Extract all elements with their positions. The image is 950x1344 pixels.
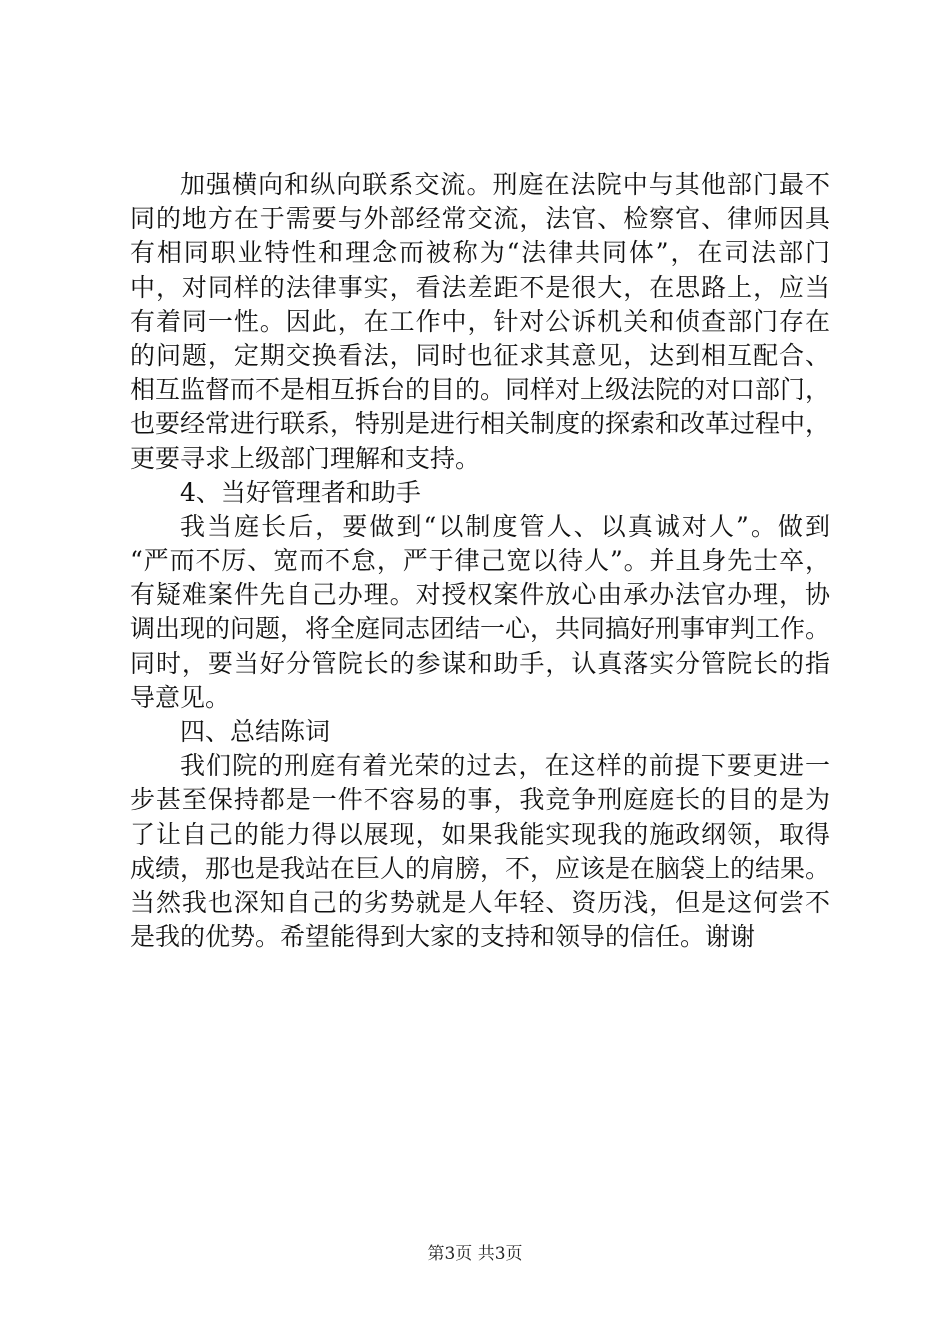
paragraph-line: 步甚至保持都是一件不容易的事，我竞争刑庭庭长的目的是为 xyxy=(130,785,830,815)
page-number-footer: 第3页 共3页 xyxy=(427,1244,523,1264)
paragraph-line: 中，对同样的法律事实，看法差距不是很大，在思路上，应当 xyxy=(130,272,830,302)
paragraph-line: 有相同职业特性和理念而被称为“法律共同体”，在司法部门 xyxy=(130,238,830,268)
paragraph-line: 同的地方在于需要与外部经常交流，法官、检察官、律师因具 xyxy=(130,204,830,234)
paragraph-line: 我们院的刑庭有着光荣的过去，在这样的前提下要更进一 xyxy=(180,751,830,781)
paragraph-line: 成绩，那也是我站在巨人的肩膀，不，应该是在脑袋上的结果。 xyxy=(130,853,831,883)
paragraph-line: 同时，要当好分管院长的参谋和助手，认真落实分管院长的指 xyxy=(130,648,830,678)
paragraph-line: 是我的优势。希望能得到大家的支持和领导的信任。谢谢 xyxy=(130,922,756,952)
paragraph-line: “严而不厉、宽而不怠，严于律己宽以待人”。并且身先士卒， xyxy=(130,546,830,576)
paragraph-line: 调出现的问题，将全庭同志团结一心，共同搞好刑事审判工作。 xyxy=(130,614,831,644)
paragraph-line: 的问题，定期交换看法，同时也征求其意见，达到相互配合、 xyxy=(130,340,830,370)
paragraph-line: 有着同一性。因此，在工作中，针对公诉机关和侦查部门存在 xyxy=(130,306,830,336)
paragraph-line: 了让自己的能力得以展现，如果我能实现我的施政纲领，取得 xyxy=(130,819,830,849)
paragraph-line: 有疑难案件先自己办理。对授权案件放心由承办法官办理，协 xyxy=(130,580,830,610)
paragraph-line: 也要经常进行联系，特别是进行相关制度的探索和改革过程中， xyxy=(130,409,831,439)
paragraph-line: 更要寻求上级部门理解和支持。 xyxy=(130,443,481,473)
section-heading: 四、总结陈词 xyxy=(180,717,331,746)
paragraph-line: 当然我也深知自己的劣势就是人年轻、资历浅，但是这何尝不 xyxy=(130,887,830,917)
paragraph-line: 我当庭长后，要做到“以制度管人、以真诚对人”。做到 xyxy=(180,511,830,541)
section-heading: 4、当好管理者和助手 xyxy=(180,477,421,507)
paragraph-line: 加强横向和纵向联系交流。刑庭在法院中与其他部门最不 xyxy=(180,170,830,199)
document-body xyxy=(130,168,830,954)
paragraph-line: 相互监督而不是相互拆台的目的。同样对上级法院的对口部门， xyxy=(130,375,831,405)
paragraph-line: 导意见。 xyxy=(130,682,231,712)
